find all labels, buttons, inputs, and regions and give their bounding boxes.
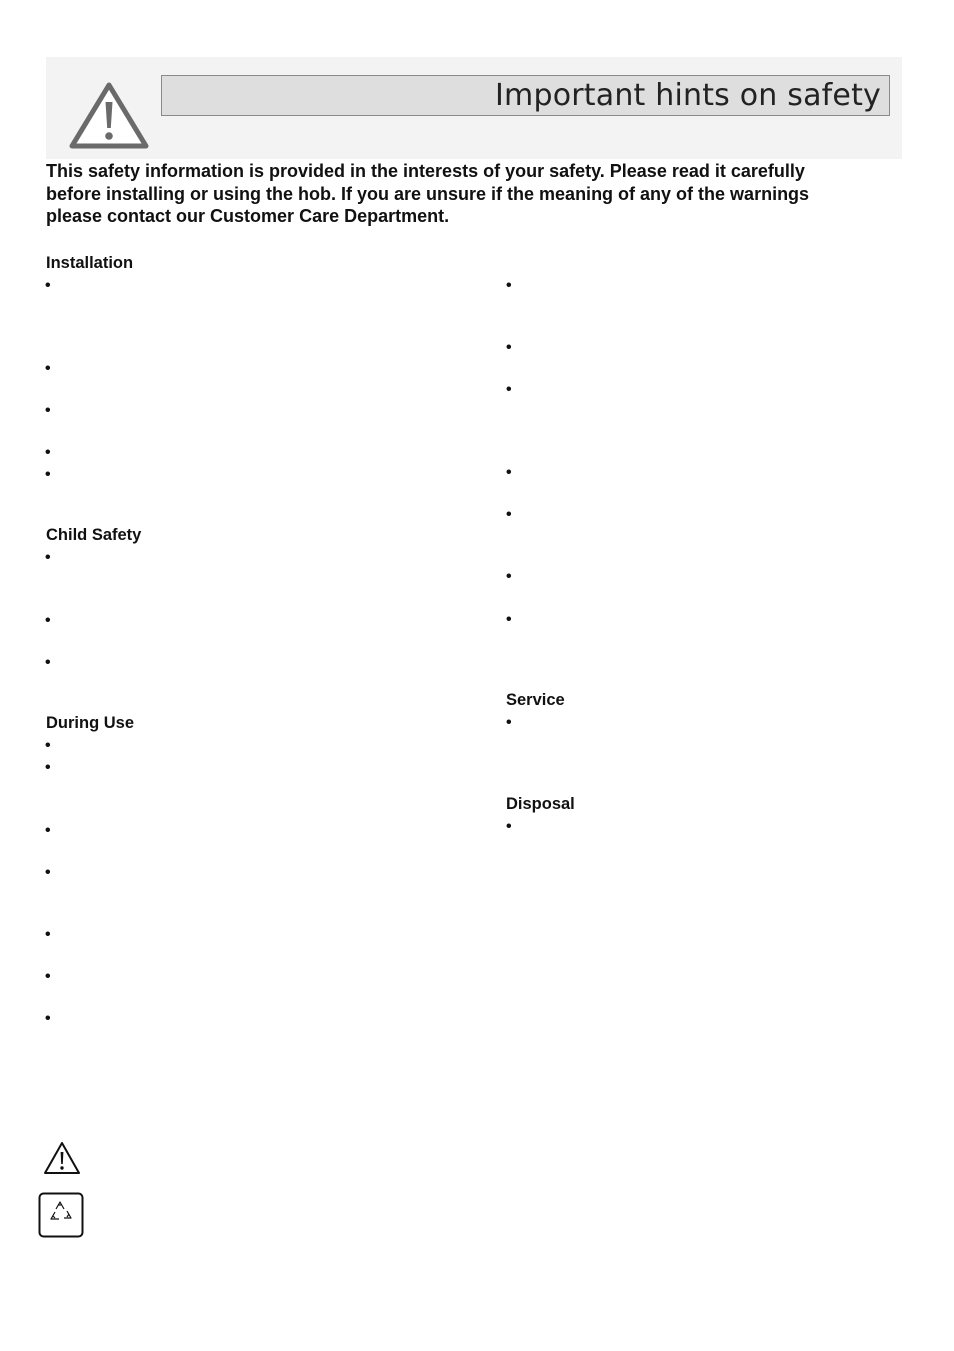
bullet-point (45, 611, 55, 631)
section-heading-disposal: Disposal (506, 795, 575, 813)
bullet-point (506, 610, 516, 630)
section-heading-during-use: During Use (46, 714, 135, 732)
section-heading-service: Service (506, 691, 565, 709)
section-heading-installation: Installation (46, 254, 134, 272)
warning-triangle-icon (42, 1140, 82, 1176)
bullet-point (45, 401, 55, 421)
bullet-point (45, 653, 55, 673)
section-heading-child-safety: Child Safety (46, 526, 142, 544)
bullet-point (45, 925, 55, 945)
bullet-point (45, 967, 55, 987)
intro-line: please contact our Customer Care Department. (46, 206, 450, 226)
bullet-point (45, 465, 55, 485)
bullet-point (506, 276, 516, 296)
bullet-point (506, 713, 516, 733)
bullet-point (45, 1009, 55, 1029)
page-title: Important hints on safety (494, 78, 881, 113)
bullet-point (506, 380, 516, 400)
bullet-point (45, 276, 55, 296)
bullet-point (45, 821, 55, 841)
bullet-point (45, 443, 55, 463)
bullet-point (45, 359, 55, 379)
recycle-icon (38, 1192, 84, 1238)
bullet-point (506, 567, 516, 587)
intro-paragraph (46, 160, 906, 228)
bullet-point (506, 463, 516, 483)
bullet-point (506, 817, 516, 837)
bullet-point (506, 338, 516, 358)
bullet-point (45, 736, 55, 756)
bullet-point (45, 863, 55, 883)
warning-triangle-icon (68, 80, 150, 150)
bullet-point (45, 548, 55, 568)
page-title-bar (161, 75, 890, 116)
intro-line: This safety information is provided in the interests of your safety. Please read it carefully (46, 161, 805, 181)
bullet-point (45, 758, 55, 778)
bullet-point (506, 505, 516, 525)
intro-line: before installing or using the hob. If you are unsure if the meaning of any of the warnings (46, 183, 810, 204)
